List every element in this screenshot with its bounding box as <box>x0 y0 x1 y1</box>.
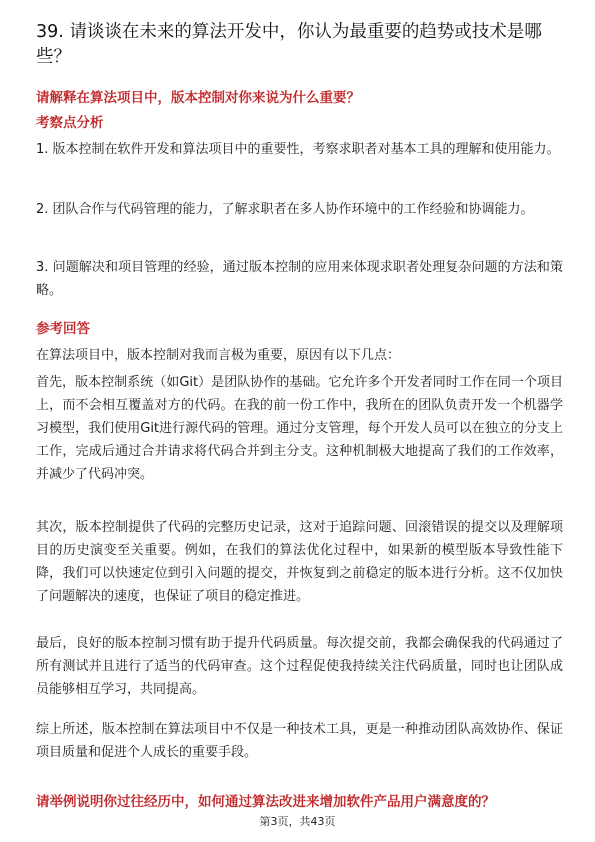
answer-paragraph: 其次，版本控制提供了代码的完整历史记录，这对于追踪问题、回滚错误的提交以及理解项目的历史演变至关重要。例如，在我们的算法优化过程中，如果新的模型版本导致性能下降，我们可以快速定位到引入问题的提交，并恢复到之前稳定的版本进行分析。这不仅加快了问题解决的速度，也保证了项目的稳定推进。 <box>36 520 563 604</box>
answer-paragraph: 综上所述，版本控制在算法项目中不仅是一种技术工具，更是一种推动团队高效协作、保证项目质量和促进个人成长的重要手段。 <box>36 722 563 760</box>
answer-heading: 参考回答 <box>36 321 90 337</box>
analysis-point: 2. 团队合作与代码管理的能力，了解求职者在多人协作环境中的工作经验和协调能力。 <box>36 202 534 217</box>
page-footer: 第3页，共43页 <box>259 815 336 828</box>
question-title <box>36 20 566 70</box>
question-number: 39. <box>36 22 64 42</box>
next-question-heading: 请举例说明你过往经历中，如何通过算法改进来增加软件产品用户满意度的？ <box>36 794 495 810</box>
answer-paragraph: 最后，良好的版本控制习惯有助于提升代码质量。每次提交前，我都会确保我的代码通过了所有测试并且进行了适当的代码审查。这个过程促使我持续关注代码质量，同时也让团队成员能够相互学习，共同提高。 <box>36 636 563 697</box>
sub-question-heading: 请解释在算法项目中，版本控制对你来说为什么重要？ <box>36 90 360 106</box>
answer-paragraph: 首先，版本控制系统（如Git）是团队协作的基础。它允许多个开发者同时工作在同一个项目上，而不会相互覆盖对方的代码。在我的前一份工作中，我所在的团队负责开发一个机器学习模型，我们使用Git进行源代码的管理。通过分支管理，每个开发人员可以在独立的分支上工作，完成后通过合并请求将代码合并到主分支。这种机制极大地提高了我们的工作效率，并减少了代码冲突。 <box>36 375 563 482</box>
analysis-point: 3. 问题解决和项目管理的经验，通过版本控制的应用来体现求职者处理复杂问题的方法和策略。 <box>36 260 563 298</box>
analysis-heading: 考察点分析 <box>36 115 104 131</box>
answer-paragraph: 在算法项目中，版本控制对我而言极为重要，原因有以下几点： <box>36 348 401 363</box>
analysis-point: 1. 版本控制在软件开发和算法项目中的重要性，考察求职者对基本工具的理解和使用能力。 <box>36 142 560 157</box>
question-text: 请谈谈在未来的算法开发中，你认为最重要的趋势或技术是哪些？ <box>36 22 542 67</box>
